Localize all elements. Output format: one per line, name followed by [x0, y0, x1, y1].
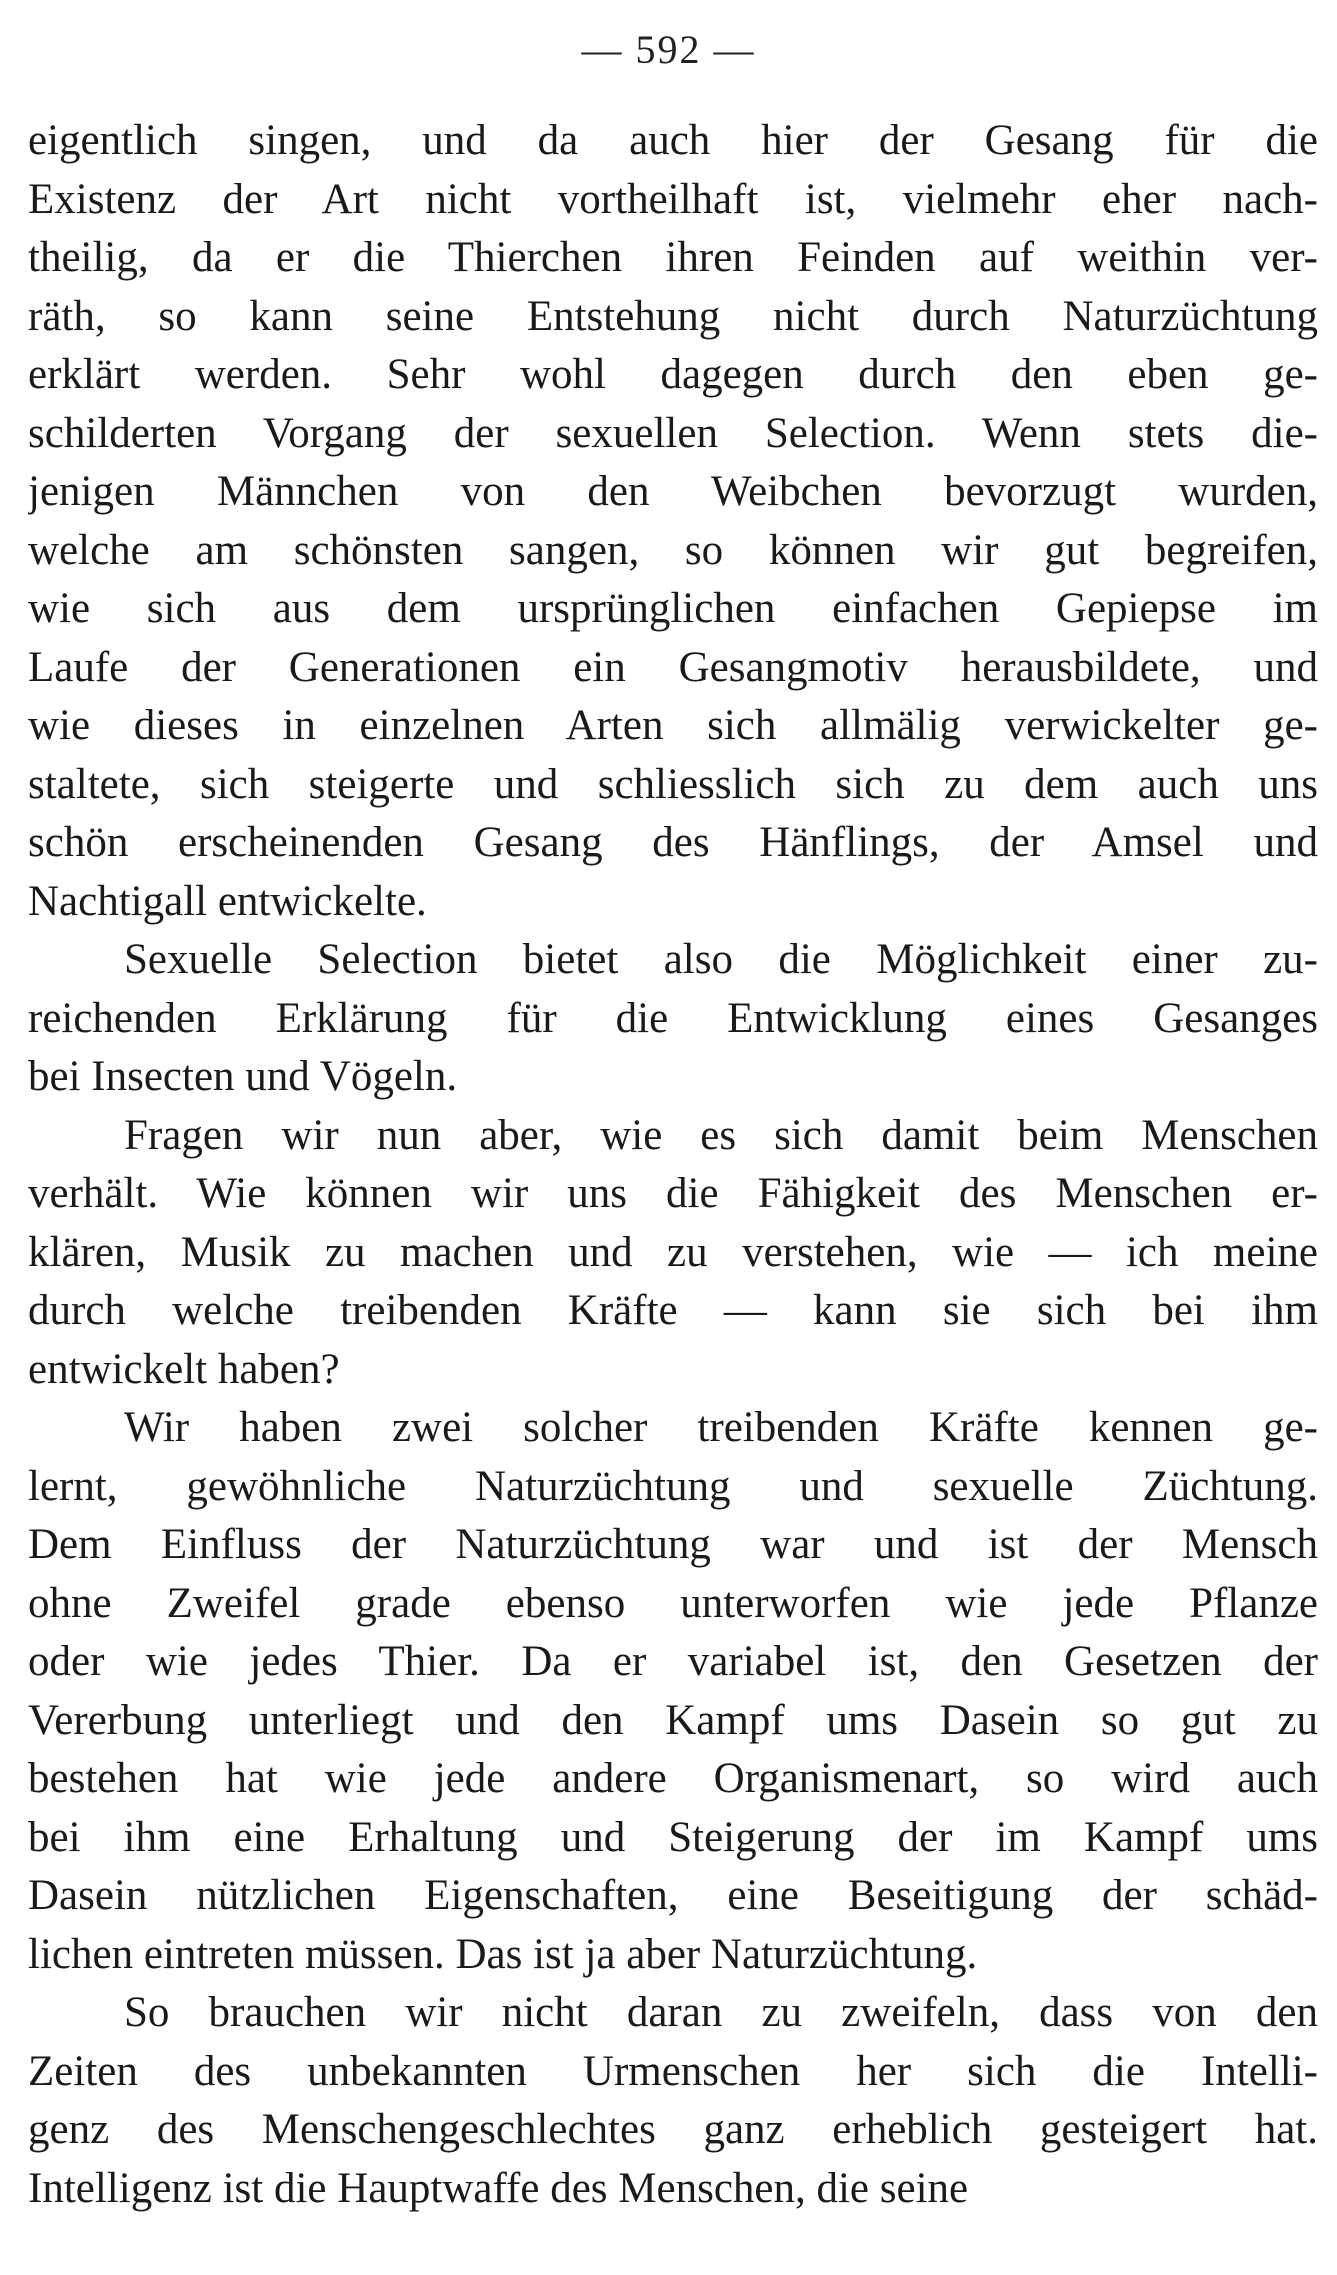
- text-line: bestehen hat wie jede andere Organismenart, so wird auch: [28, 1755, 1318, 1802]
- paragraph: [28, 931, 1318, 1107]
- text-line: verhält. Wie können wir uns die Fähigkeit des Menschen er-: [28, 1170, 1318, 1217]
- text-line: Laufe der Generationen ein Gesangmotiv herausbildete, und: [28, 643, 1318, 691]
- text-line: Zeiten des unbekannten Urmenschen her sich die Intelli-: [28, 2047, 1318, 2095]
- text-line: eigentlich singen, und da auch hier der Gesang für die: [28, 117, 1318, 164]
- text-line: bei ihm eine Erhaltung und Steigerung der im Kampf ums: [28, 1813, 1318, 1861]
- text-line: Nachtigall entwickelte.: [28, 877, 427, 925]
- paragraph: [28, 1107, 1318, 1400]
- text-line: genz des Menschengeschlechtes ganz erheblich gesteigert hat.: [28, 2106, 1318, 2153]
- text-line: Dasein nützlichen Eigenschaften, eine Beseitigung der schäd-: [28, 1872, 1318, 1919]
- text-line: ohne Zweifel grade ebenso unterworfen wie jede Pflanze: [28, 1579, 1318, 1627]
- text-line: klären, Musik zu machen und zu verstehen, wie — ich meine: [28, 1228, 1318, 1276]
- text-line: Sexuelle Selection bietet also die Möglichkeit einer zu-: [124, 936, 1318, 983]
- text-line: erklärt werden. Sehr wohl dagegen durch den eben ge-: [28, 351, 1318, 398]
- text-line: Dem Einfluss der Naturzüchtung war und ist der Mensch: [28, 1521, 1318, 1568]
- text-line: Intelligenz ist die Hauptwaffe des Menschen, die seine: [28, 2164, 969, 2212]
- text-line: So brauchen wir nicht daran zu zweifeln, dass von den: [124, 1989, 1318, 2036]
- text-line: Fragen wir nun aber, wie es sich damit beim Menschen: [124, 1111, 1318, 1159]
- text-line: Vererbung unterliegt und den Kampf ums Dasein so gut zu: [28, 1696, 1318, 1744]
- text-line: lichen eintreten müssen. Das ist ja aber Naturzüchtung.: [28, 1930, 978, 1978]
- text-line: entwickelt haben?: [28, 1345, 340, 1393]
- text-line: theilig, da er die Thierchen ihren Feinden auf weithin ver-: [28, 234, 1318, 281]
- paragraph: [28, 1399, 1318, 1984]
- text-line: reichenden Erklärung für die Entwicklung eines Gesanges: [28, 994, 1318, 1042]
- text-line: lernt, gewöhnliche Naturzüchtung und sexuelle Züchtung.: [28, 1462, 1318, 1510]
- text-line: jenigen Männchen von den Weibchen bevorzugt wurden,: [28, 468, 1318, 515]
- text-line: schilderten Vorgang der sexuellen Selection. Wenn stets die-: [28, 409, 1318, 457]
- text-line: bei Insecten und Vögeln.: [28, 1053, 458, 1100]
- text-line: schön erscheinenden Gesang des Hänflings, der Amsel und: [28, 819, 1318, 866]
- text-line: räth, so kann seine Entstehung nicht durch Naturzüchtung: [28, 292, 1318, 340]
- paragraph: [28, 112, 1318, 931]
- text-line: wie dieses in einzelnen Arten sich allmälig verwickelter ge-: [28, 702, 1318, 749]
- text-line: Existenz der Art nicht vortheilhaft ist, vielmehr eher nach-: [28, 175, 1318, 223]
- text-line: oder wie jedes Thier. Da er variabel ist, den Gesetzen der: [28, 1638, 1318, 1685]
- page-number: — 592 —: [581, 27, 756, 72]
- paragraph: [28, 1984, 1318, 2218]
- text-line: Wir haben zwei solcher treibenden Kräfte kennen ge-: [124, 1404, 1318, 1451]
- text-line: durch welche treibenden Kräfte — kann sie sich bei ihm: [28, 1287, 1318, 1334]
- body-text: [28, 112, 1318, 2218]
- text-line: staltete, sich steigerte und schliesslich sich zu dem auch uns: [28, 760, 1318, 808]
- text-line: welche am schönsten sangen, so können wir gut begreifen,: [28, 526, 1318, 574]
- text-line: wie sich aus dem ursprünglichen einfachen Gepiepse im: [28, 585, 1318, 632]
